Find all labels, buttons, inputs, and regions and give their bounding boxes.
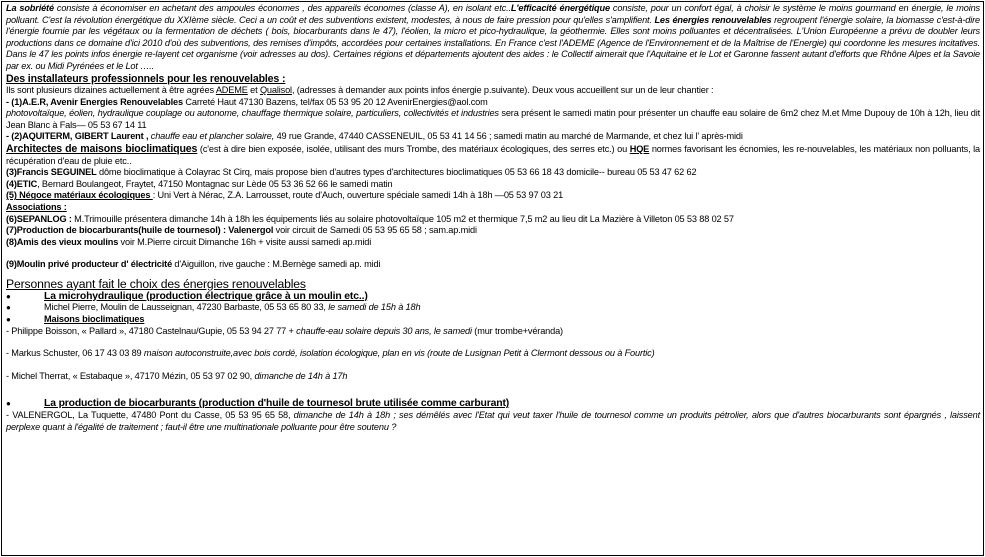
architect-seguinel <box>6 167 980 179</box>
biocarburants-name: (7)Production de biocarburants(huile de tournesol) : Valenergol <box>6 225 274 236</box>
negoce-details: : Uni Vert à Nérac, Z.A. Larrousset, route d'Auch, ouverture spéciale samedi 14h à 18h —05 53 97 03 21 <box>152 190 564 201</box>
spacer <box>6 337 980 348</box>
aquiterm-desc: chauffe eau et plancher solaire, <box>148 131 275 142</box>
associations-heading: Associations : <box>6 201 67 212</box>
schuster-desc: maison autoconstruite,avec bois cordé, isolation écologique, plan en vis (route de Lusignan Petit à Clermont dessous ou à Fourtic) <box>141 348 655 359</box>
person-valenergol <box>6 410 980 433</box>
boisson-tail: (mur trombe+véranda) <box>471 325 563 336</box>
aquiterm-name: - (2)AQUITERM, GIBERT Laurent , <box>6 131 149 142</box>
microhydraulique-title: La microhydraulique (production électrique grâce à un moulin etc..) <box>44 290 368 302</box>
term-renouvelables: Les énergies renouvelables <box>654 14 772 25</box>
list-item-maisons <box>6 314 980 326</box>
maisons-title: Maisons bioclimatiques <box>44 314 145 325</box>
moulins-details: voir M.Pierre circuit Dimanche 16h + visite aussi samedi ap.midi <box>118 236 372 247</box>
association-moulins <box>6 237 980 249</box>
association-moulin-prive <box>6 259 980 271</box>
boisson-desc: chauffe-eau solaire depuis 30 ans, le samedi <box>296 325 472 336</box>
architects-desc-b: normes favorisant les écnomies, les re-nouvelables, les matériaux non polluants, la récupération d'eau de pluie etc.. <box>6 143 980 166</box>
seguinel-details: dôme bioclimatique à Colayrac St Cirq, mais propose bien d'autres types d'architectures bioclimatiques 05 53 66 18 43 domicile-- bureau 05 53 47 62 62 <box>96 167 697 178</box>
association-sepanlog <box>6 214 980 226</box>
aer-name: - (1)A.E.R, Avenir Energies Renouvelables <box>6 96 183 107</box>
etic-name: (4)ETIC <box>6 178 38 189</box>
association-biocarburants <box>6 225 980 237</box>
biocarburants-title: La production de biocarburants (production d'huile de tournesol brute utilisée comme carburant) <box>44 398 510 410</box>
schuster-contact: - Markus Schuster, 06 17 43 03 89 <box>6 348 142 359</box>
spacer <box>6 382 980 398</box>
installer-aer <box>6 97 980 132</box>
negoce-name: (5) Négoce matériaux écologiques <box>6 190 153 201</box>
moulin-prive-name: (9)Moulin privé producteur d' électricité <box>6 259 173 270</box>
ademe-link[interactable]: ADEME <box>215 84 248 95</box>
document-body <box>2 2 983 433</box>
michel-pierre-contact: Michel Pierre, Moulin de Lausseignan, 47230 Barbaste, 05 53 65 80 33, <box>44 302 326 313</box>
people-heading: Personnes ayant fait le choix des énergies renouvelables <box>6 276 306 291</box>
person-schuster <box>6 348 980 360</box>
installers-intro-b: , (adresses à demander aux points infos énergie p.suivante). Deux vous accueillent sur un de leur chantier : <box>291 84 714 95</box>
aer-contact: Carreté Haut 47130 Bazens, tel/fax 05 53 95 20 12 AvenirEnergies@aol.com <box>182 96 488 107</box>
installer-aquiterm <box>6 131 980 143</box>
therrat-contact: - Michel Therrat, « Estabaque », 47170 Mézin, 05 53 97 02 90, <box>6 370 253 381</box>
michel-pierre-entry <box>44 302 980 314</box>
seguinel-name: (3)Francis SEGUINEL <box>6 167 97 178</box>
list-item-microhydraulique <box>6 291 980 303</box>
architects-heading: Architectes de maisons bioclimatiques <box>6 142 198 155</box>
installers-intro <box>6 85 980 97</box>
intro-text-1: consiste à économiser en achetant des ampoules économes , des appareils économes (classe A), en isolant etc.. <box>53 3 511 13</box>
qualisol-link[interactable]: Qualisol <box>259 84 292 95</box>
intro-text-3: regroupent l'énergie solaire, la biomasse c'est-à-dire l'énergie fournie par les végétaux ou la fermentation de déchets ( bois, biocarburants dans le 47), l'éolien, la micro et pico-hydraulique, la géothermie. Elles sont moins polluantes et décentralisées. L'Union Européenne a prévu de doubler leurs productions dans ce domaine d'ici 2010 d'où des subventions, des remises d'impôts, accordées pour certaines installations. En France c'est l'ADEME (Agence de l'Environnement et de la Maîtrise de l'Energie) qui coordonne les mesures incitatives. Dans le 47 les points infos énergie re-layent cet organisme (voir adresses au dos). Certaines régions et départements ajoutent des aides : le Collectif aimerait que l'Aquitaine et le Lot et Garonne fassent autant d'efforts que Rhône Alpes et la Savoie par ex. ou Midi Pyrénées et le Lot ….. <box>6 14 980 71</box>
spacer <box>6 360 980 371</box>
installers-intro-a: Ils sont plusieurs dizaines actuellement à être agrées <box>6 84 216 95</box>
therrat-hours: dimanche de 14h à 17h <box>252 370 348 381</box>
biocarburants-details: voir circuit de Samedi 05 53 95 65 58 ; sam.ap.midi <box>273 225 477 236</box>
hqe-term: HQE <box>629 143 650 154</box>
architects-desc-a: (c'est à dire bien exposée, isolée, utilisant des murs Trombe, des matériaux écologiques, des serres etc.) ou <box>197 143 630 154</box>
intro-paragraph <box>6 3 980 73</box>
boisson-contact: - Philippe Boisson, « Pallard », 47180 Castelnau/Gupie, 05 53 94 27 77 + <box>6 325 297 336</box>
bullet-icon: ● <box>6 399 11 409</box>
person-therrat <box>6 371 980 383</box>
installers-intro-and: et <box>247 84 260 95</box>
etic-details: , Bernard Boulangeot, Fraytet, 47150 Montagnac sur Lède 05 53 36 52 66 le samedi matin <box>37 178 393 189</box>
person-boisson <box>6 326 980 338</box>
term-efficacite: L'efficacité énergétique <box>510 3 610 13</box>
spacer <box>6 248 980 259</box>
installers-heading: Des installateurs professionnels pour les renouvelables : <box>6 72 286 85</box>
aer-desc: photovoltaïque, éolien, hydraulique couplage ou autonome, chauffage thermique solaire, particuliers, collectivités et industries <box>6 108 499 119</box>
term-sobriete: La sobriété <box>6 3 54 13</box>
architects-paragraph <box>6 143 980 167</box>
valenergol-desc: dimanche de 14h à 18h ; ses démêlés avec l'Etat qui veut taxer l'huile de tournesol comme un produits pétrolier, alors que d'autres biocarburants sont épargnés , laissent perplexe quant à l'égalité de traitement ; faut-il être une multinationale polluante pour être soutenu ? <box>6 410 980 432</box>
michel-pierre-hours: le samedi de 15h à 18h <box>325 302 421 313</box>
bullet-icon: ● <box>6 291 11 301</box>
bullet-icon: ● <box>6 303 11 313</box>
valenergol-contact: - VALENERGOL, La Tuquette, 47480 Pont du Casse, 05 53 95 65 58, <box>6 410 291 421</box>
aquiterm-details: 49 rue Grande, 47440 CASSENEUIL, 05 53 41 14 56 ; samedi matin au marché de Marmande, et chez lui l' après-midi <box>274 131 743 142</box>
sepanlog-details: M.Trimouille présentera dimanche 14h à 18h les équipements liés au solaire photovoltaïque 105 m2 et thermique 7,5 m2 au lieu dit La Mazière à Villeton 05 53 88 02 57 <box>71 213 734 224</box>
intro-text-2: consiste, pour un confort égal, à choisir le système le moins gourmand en énergie, le moins polluant. C'est la révolution énergétique du XXIème siècle. Ceci a un coût et des subventions existent, modestes, à nous de faire pression pour qu'elles s'amplifient. <box>6 3 980 25</box>
bullet-icon: ● <box>6 315 11 325</box>
list-item-michel-pierre <box>6 302 980 314</box>
list-item-biocarburants <box>6 398 980 410</box>
negoce-materiaux <box>6 190 980 202</box>
moulin-prive-details: d'Aiguillon, rive gauche : M.Bernège samedi ap. midi <box>172 259 381 270</box>
moulins-name: (8)Amis des vieux moulins <box>6 236 119 247</box>
document-frame <box>1 1 984 556</box>
architect-etic <box>6 179 980 191</box>
sepanlog-name: (6)SEPANLOG : <box>6 213 72 224</box>
aer-visit: sera présent le samedi matin pour présenter un chauffe eau solaire de 6m2 chez M.et Mme Dupouy de 10h à 12h, lieu dit Jean Blanc à Fals— 05 53 67 14 11 <box>6 108 980 130</box>
